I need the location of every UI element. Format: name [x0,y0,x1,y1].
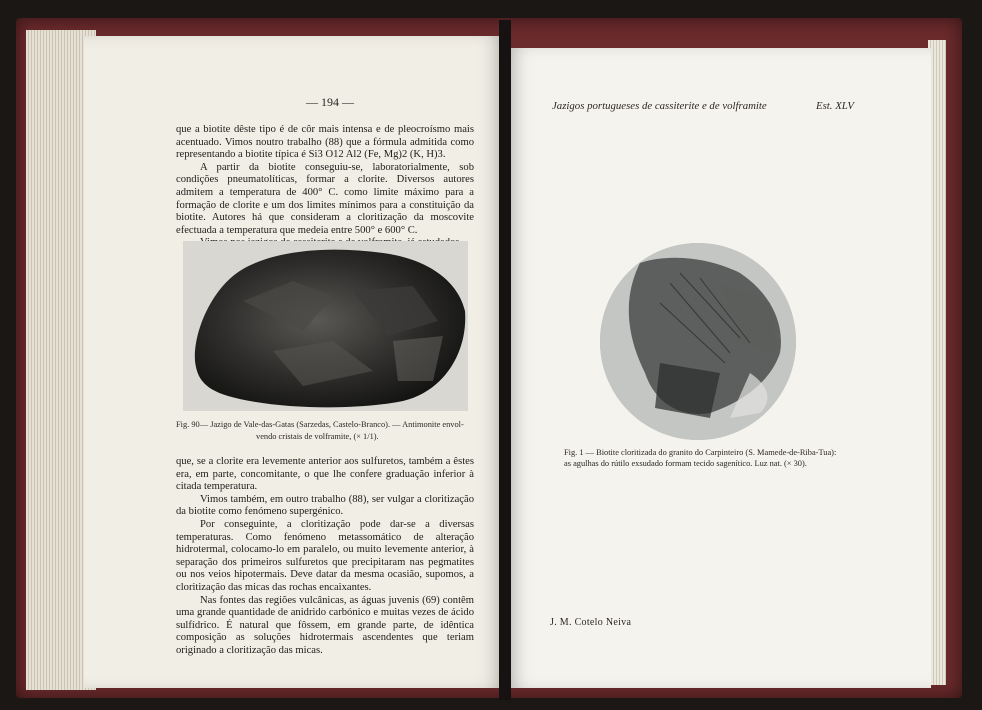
paragraph: Vimos também, em outro trabalho (88), ser vulgar a cloritização da biotite como fenómeno supergénico. [176,493,474,518]
paragraph: que, se a clorite era levemente anterior aos sulfuretos, também a êstes era, em parte, concomitante, o que lhe confere graduação inferior à citada temperatura. [176,456,474,493]
paragraph: A partir da biotite conseguiu-se, laboratorialmente, sob condições pneumatolíticas, formar a clorite. Diversos autores admitem a temperatura de 400° C. como limite máximo para a formação de clorite e um dos limites mínimos para a constituição da biotite. Autores há que consideram a cloritização da moscovite efectuada a temperatura que medeia entre 500° e 600° C. [176,161,474,236]
paragraph: Por conseguinte, a cloritização pode dar-se a diversas temperaturas. Como fenómeno metassomático de alteração hidrotermal, colocamo-lo em paralelo, ou muito levemente anterior, à separação dos primeiros sulfuretos que precipitaram nas pegmatites ou nos veios hipotermais. Deve datar da mesma ocasião, supomos, a cloritização das micas das rochas encaixantes. [176,518,474,593]
bottom-text-block [176,456,474,658]
running-head: Jazigos portugueses de cassiterite e de volframite [552,100,767,112]
caption-line: Fig. 90— Jazigo de Vale-das-Gatas (Sarzedas, Castelo-Branco). — Antimonite envol- [176,420,464,429]
top-text-block [176,124,474,250]
author-name: J. M. Cotelo Neiva [550,617,632,628]
paragraph: que a biotite dêste tipo é de côr mais intensa e de pleocroísmo mais acentuado. Vimos noutro trabalho (88) que a fórmula admitida como representando a biotite típica é Si3 O12 Al2 (Fe, Mg)2 (K, H)3. [176,124,474,161]
book-gutter [499,20,511,700]
paragraph: Nas fontes das regiões vulcânicas, as águas juvenis (69) contêm uma grande quantidade de anidrido carbónico e muitas vezes de ácido sulfídrico. É natural que fôssem, em grande parte, de idêntica composição as soluções hidrotermais ascendentes que teriam originado a cloritização das micas. [176,594,474,656]
caption-line: as agulhas do rútilo exsudado formam tecido sagenítico. Luz nat. (× 30). [564,459,807,468]
figure-caption [176,419,476,443]
caption-line: Fig. 1 — Biotite cloritizada do granito do Carpinteiro (S. Mamede-de-Riba-Tua): [564,448,837,457]
caption-line: vendo cristais de volframite, (× 1/1). [256,432,379,441]
page-number: — 194 — [306,95,354,109]
micrograph-photo [600,243,796,440]
figure-caption [564,447,844,469]
mineral-specimen-photo [183,241,468,411]
plate-label: Est. XLV [816,100,854,112]
